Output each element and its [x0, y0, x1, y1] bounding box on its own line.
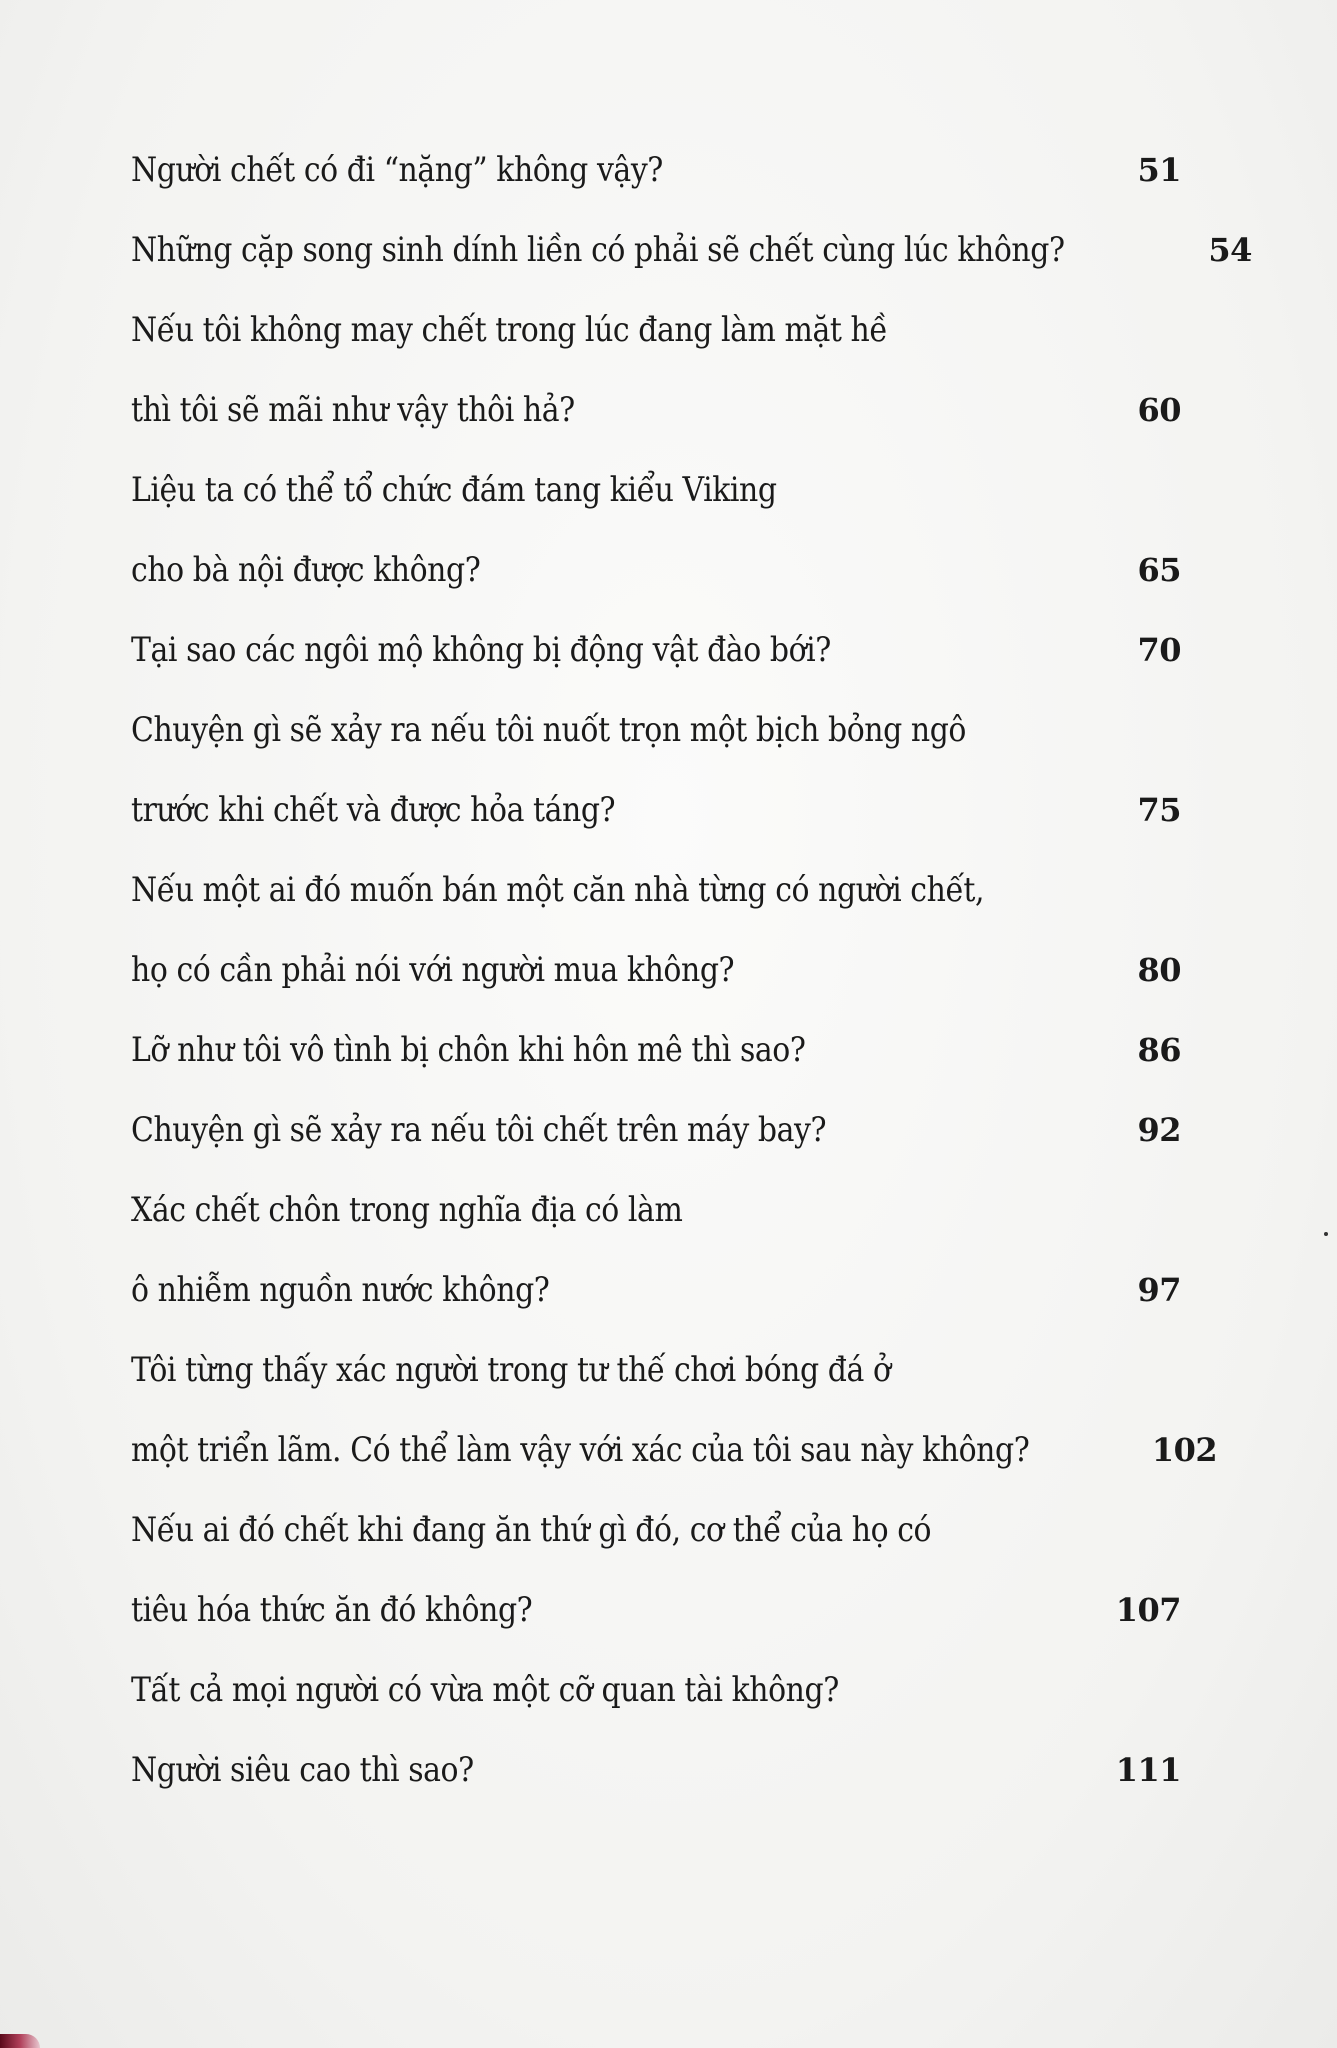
toc-entry-line: Nếu tôi không may chết trong lúc đang làm mặt hề — [131, 310, 888, 350]
toc-entry-title — [131, 450, 865, 610]
toc-entry-line: Người chết có đi “nặng” không vậy? — [131, 150, 663, 190]
toc-entry-line: Chuyện gì sẽ xảy ra nếu tôi chết trên máy bay? — [131, 1110, 827, 1150]
toc-page-number: 86 — [1137, 1031, 1181, 1069]
toc-page-number: 107 — [1115, 1591, 1181, 1629]
toc-entry-line: cho bà nội được không? — [131, 550, 481, 590]
toc-entry — [131, 1170, 1181, 1330]
toc-page-number: 102 — [1151, 1431, 1218, 1469]
toc-entry — [131, 610, 1181, 690]
toc-page-number: 97 — [1137, 1271, 1181, 1309]
toc-entry — [131, 1650, 1181, 1810]
toc-entry-line: Tại sao các ngôi mộ không bị động vật đào bới? — [131, 630, 831, 670]
toc-page-number: 111 — [1115, 1751, 1181, 1789]
toc-page-number: 60 — [1137, 391, 1181, 429]
toc-entry-line: Lỡ như tôi vô tình bị chôn khi hôn mê thì sao? — [131, 1030, 806, 1070]
toc-page-number: 65 — [1137, 551, 1181, 589]
toc-entry-line: Chuyện gì sẽ xảy ra nếu tôi nuốt trọn một bịch bỏng ngô — [131, 710, 966, 750]
toc-entry-line: tiêu hóa thức ăn đó không? — [131, 1590, 533, 1630]
toc-page-number: 75 — [1137, 791, 1181, 829]
toc-entry — [131, 210, 1252, 290]
toc-entry-line: Nếu một ai đó muốn bán một căn nhà từng có người chết, — [131, 870, 985, 910]
toc-entry-line: Tôi từng thấy xác người trong tư thế chơi bóng đá ở — [131, 1350, 891, 1390]
toc-entry — [131, 1490, 1181, 1650]
toc-entry-title — [131, 130, 735, 210]
toc-entry — [131, 450, 1181, 610]
toc-entry — [131, 1090, 1181, 1170]
toc-page-number: 54 — [1208, 231, 1252, 269]
toc-entry-line: Người siêu cao thì sao? — [131, 1750, 474, 1790]
toc-entry — [131, 130, 1181, 210]
toc-page-number: 70 — [1137, 631, 1181, 669]
toc-entry-line: họ có cần phải nói với người mua không? — [131, 950, 735, 990]
toc-entry-title — [131, 1650, 935, 1810]
toc-entry — [131, 1330, 1218, 1490]
book-cover-edge — [0, 2034, 40, 2048]
table-of-contents — [131, 130, 1252, 1810]
toc-entry-title — [131, 1010, 897, 1090]
toc-entry-line: một triển lãm. Có thể làm vậy với xác của tôi sau này không? — [131, 1430, 1030, 1470]
toc-entry-line: trước khi chết và được hỏa táng? — [131, 790, 616, 830]
toc-entry-line: Liệu ta có thể tổ chức đám tang kiểu Viking — [131, 470, 777, 510]
toc-entry-title — [131, 610, 926, 690]
toc-entry — [131, 1010, 1181, 1090]
toc-entry-line: Tất cả mọi người có vừa một cỡ quan tài không? — [131, 1670, 839, 1710]
toc-entry-title — [131, 1490, 1040, 1650]
toc-entry-title — [131, 690, 1080, 850]
toc-page-number: 92 — [1137, 1111, 1181, 1149]
toc-entry-line: thì tôi sẽ mãi như vậy thôi hả? — [131, 390, 575, 430]
toc-page-number: 51 — [1137, 151, 1181, 189]
toc-page-number: 80 — [1137, 951, 1181, 989]
toc-entry-line: ô nhiễm nguồn nước không? — [131, 1270, 550, 1310]
toc-entry-title — [131, 850, 1100, 1010]
toc-entry-title — [131, 1330, 1152, 1490]
toc-entry — [131, 690, 1181, 850]
toc-entry-title — [131, 290, 990, 450]
toc-entry-title — [131, 210, 1192, 290]
ink-speck — [1324, 1232, 1328, 1236]
toc-entry — [131, 290, 1181, 450]
toc-entry-title — [131, 1170, 758, 1330]
toc-entry-line: Những cặp song sinh dính liền có phải sẽ chết cùng lúc không? — [131, 230, 1065, 270]
toc-entry — [131, 850, 1181, 1010]
toc-entry-title — [131, 1090, 921, 1170]
toc-entry-line: Nếu ai đó chết khi đang ăn thứ gì đó, cơ thể của họ có — [131, 1510, 932, 1550]
toc-entry-line: Xác chết chôn trong nghĩa địa có làm — [131, 1190, 683, 1230]
